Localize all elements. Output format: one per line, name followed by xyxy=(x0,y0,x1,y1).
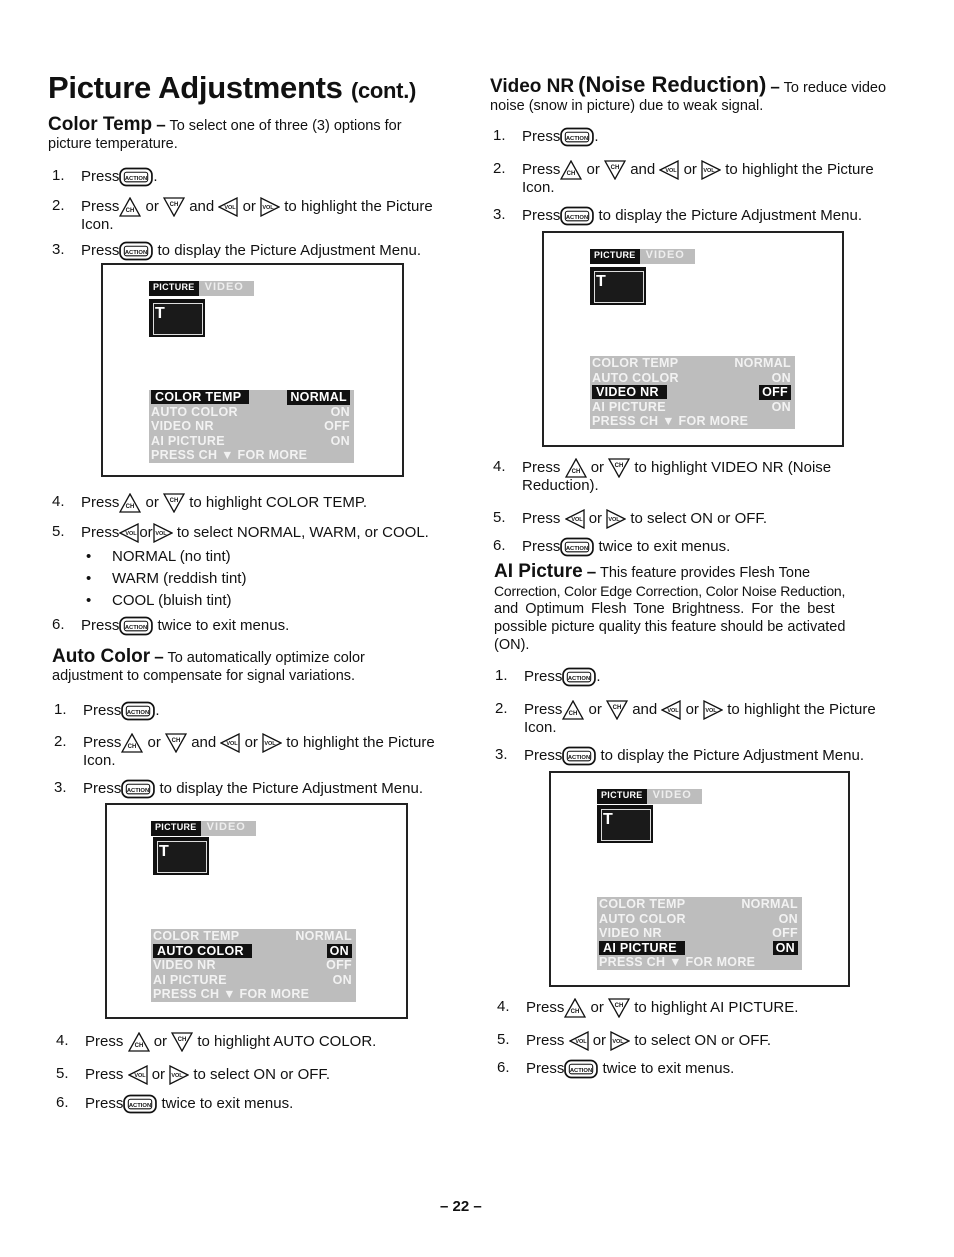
auto-color-intro-1: To automatically optimize color xyxy=(167,650,365,666)
osd-menu-value: OFF xyxy=(326,958,352,972)
press-word: Press xyxy=(81,493,120,511)
or-word: or xyxy=(244,733,258,751)
osd-menu-row xyxy=(151,929,356,944)
press-word: Press xyxy=(526,1059,565,1077)
ch-down-icon xyxy=(165,733,187,753)
step-text: to highlight the Picture xyxy=(727,700,876,718)
step-number: 3. xyxy=(495,746,508,763)
osd-menu-key: AI PICTURE xyxy=(599,941,685,955)
press-word: Press xyxy=(524,667,563,685)
press-word: Press xyxy=(81,197,120,215)
ch-up-icon xyxy=(562,700,584,720)
vol-left-icon xyxy=(565,509,585,529)
vol-right-icon xyxy=(169,1065,189,1085)
osd-menu-value: ON xyxy=(778,911,798,926)
ch-down-icon xyxy=(163,197,185,217)
auto-color-heading: Auto Color xyxy=(52,646,151,667)
osd-menu-key: COLOR TEMP xyxy=(592,356,679,370)
step-text: twice to exit menus. xyxy=(602,1059,735,1077)
press-word: Press xyxy=(526,998,565,1016)
press-word: Press xyxy=(85,1032,124,1050)
step-text: twice to exit menus. xyxy=(161,1094,294,1112)
press-word: Press xyxy=(81,241,120,259)
step-text: to highlight AI PICTURE. xyxy=(634,998,799,1016)
osd-video-tab: VIDEO xyxy=(647,789,702,804)
action-button-icon xyxy=(564,1059,598,1079)
ch-up-icon xyxy=(121,733,143,753)
osd-menu-value: ON xyxy=(332,972,352,987)
press-word: Press xyxy=(83,779,122,797)
action-button-icon xyxy=(560,206,594,226)
or-word: or xyxy=(683,160,697,178)
osd-menu-value: NORMAL xyxy=(287,390,350,405)
ch-down-icon xyxy=(604,160,626,180)
or-word: or xyxy=(139,523,153,541)
osd-menu-row xyxy=(149,405,354,420)
step-number: 1. xyxy=(52,167,65,184)
osd-menu-more-text: PRESS CH ▼ FOR MORE xyxy=(599,955,756,969)
vol-left-icon xyxy=(659,160,679,180)
osd-header xyxy=(151,821,256,836)
step-text: to highlight the Picture xyxy=(286,733,435,751)
osd-menu-key: VIDEO NR xyxy=(151,419,214,433)
or-word: or xyxy=(153,1032,168,1050)
step-text: to display the Picture Adjustment Menu. xyxy=(157,241,421,259)
press-word: Press xyxy=(522,537,561,555)
picture-icon xyxy=(153,837,209,875)
step-number: 3. xyxy=(493,206,506,223)
step-number: 4. xyxy=(56,1032,69,1049)
vol-left-icon xyxy=(119,523,139,543)
step-number: 4. xyxy=(52,493,65,510)
auto-color-step-2-line2: Icon. xyxy=(83,752,116,769)
vol-left-icon xyxy=(661,700,681,720)
osd-menu-key: AUTO COLOR xyxy=(153,944,252,958)
osd-header xyxy=(590,249,695,264)
osd-menu-row xyxy=(149,434,354,449)
vol-right-icon xyxy=(153,523,173,543)
press-word: Press xyxy=(81,167,120,185)
osd-menu-key: AUTO COLOR xyxy=(599,911,686,926)
and-word: and xyxy=(191,733,217,751)
step-text: to select ON or OFF. xyxy=(630,509,768,527)
video-nr-heading-sub: (Noise Reduction) xyxy=(578,72,767,97)
osd-picture-tab: PICTURE xyxy=(590,249,640,264)
step-number: 3. xyxy=(52,241,65,258)
step-number: 6. xyxy=(56,1094,69,1111)
vol-left-icon xyxy=(218,197,238,217)
osd-menu-more-text: PRESS CH ▼ FOR MORE xyxy=(592,414,749,428)
step-text: twice to exit menus. xyxy=(157,616,290,634)
or-word: or xyxy=(590,998,604,1016)
osd-menu-row xyxy=(597,912,802,927)
osd-menu-key: AI PICTURE xyxy=(151,433,225,448)
step-number: 3. xyxy=(54,779,67,796)
picture-icon xyxy=(597,805,653,843)
ai-picture-intro-4: possible picture quality this feature should be activated xyxy=(494,619,846,635)
osd-menu-more-text: PRESS CH ▼ FOR MORE xyxy=(153,987,310,1001)
picture-icon xyxy=(590,267,646,305)
ch-up-icon xyxy=(560,160,582,180)
color-temp-step-2-line2: Icon. xyxy=(81,216,114,233)
osd-menu xyxy=(590,356,795,429)
or-word: or xyxy=(145,197,159,215)
video-nr-intro-1: To reduce video xyxy=(783,80,887,96)
action-button-icon xyxy=(562,667,596,687)
osd-menu xyxy=(597,897,802,970)
color-temp-dash: – xyxy=(156,115,166,134)
osd-menu-row xyxy=(590,356,795,371)
or-word: or xyxy=(590,458,605,476)
step-text: to display the Picture Adjustment Menu. xyxy=(159,779,423,797)
osd-menu-row xyxy=(151,973,356,988)
ch-down-icon xyxy=(606,700,628,720)
step-number: 1. xyxy=(54,701,67,718)
or-word: or xyxy=(685,700,699,718)
osd-video-tab: VIDEO xyxy=(199,281,254,296)
osd-menu-row xyxy=(597,897,802,912)
osd-menu-more xyxy=(149,448,354,463)
page-number: – 22 – xyxy=(440,1198,482,1215)
osd-menu-key: AI PICTURE xyxy=(153,972,227,987)
osd-screen-ai-picture xyxy=(549,771,850,987)
ch-down-icon xyxy=(163,493,185,513)
step-number: 2. xyxy=(54,733,67,750)
step-number: 6. xyxy=(52,616,65,633)
step-number: 1. xyxy=(495,667,508,684)
osd-menu xyxy=(149,390,354,463)
osd-menu-more xyxy=(151,987,356,1002)
press-word: Press xyxy=(524,746,563,764)
osd-menu-value: OFF xyxy=(759,385,791,400)
picture-icon-glyph: T xyxy=(603,811,613,828)
press-word: Press xyxy=(522,509,561,527)
video-nr-step-4-line2: Reduction). xyxy=(522,477,599,494)
step-number: 5. xyxy=(497,1031,510,1048)
vol-left-icon xyxy=(220,733,240,753)
step-text: twice to exit menus. xyxy=(598,537,731,555)
osd-menu-more-text: PRESS CH ▼ FOR MORE xyxy=(151,448,308,462)
action-button-icon xyxy=(121,701,155,721)
ai-picture-intro-5: (ON). xyxy=(494,637,530,653)
picture-icon xyxy=(149,299,205,337)
and-word: and xyxy=(632,700,658,718)
ch-down-icon xyxy=(608,458,630,478)
osd-menu-key: VIDEO NR xyxy=(153,958,216,972)
action-button-icon xyxy=(560,127,594,147)
osd-picture-tab: PICTURE xyxy=(149,281,199,296)
osd-menu-value: NORMAL xyxy=(741,897,798,911)
bullet-text: WARM (reddish tint) xyxy=(112,570,247,587)
osd-menu-row xyxy=(149,419,354,434)
osd-menu-value: ON xyxy=(327,944,352,959)
osd-menu-more xyxy=(590,414,795,429)
press-word: Press xyxy=(85,1094,124,1112)
vol-right-icon xyxy=(703,700,723,720)
action-button-icon xyxy=(123,1094,157,1114)
ch-up-icon xyxy=(564,998,586,1018)
osd-menu-key: AUTO COLOR xyxy=(151,404,238,419)
press-word: Press xyxy=(81,523,120,541)
video-nr-section xyxy=(490,72,900,115)
step-text: to display the Picture Adjustment Menu. xyxy=(598,206,862,224)
picture-icon-glyph: T xyxy=(596,273,606,290)
and-word: and xyxy=(630,160,656,178)
osd-menu-row xyxy=(597,926,802,941)
vol-right-icon xyxy=(701,160,721,180)
video-nr-heading: Video NR xyxy=(490,76,575,97)
color-temp-intro-2: picture temperature. xyxy=(48,136,178,152)
video-nr-intro-2: noise (snow in picture) due to weak signal. xyxy=(490,98,764,114)
or-word: or xyxy=(151,1065,166,1083)
video-nr-dash: – xyxy=(770,77,780,96)
osd-screen-color-temp xyxy=(101,263,404,477)
picture-icon-glyph: T xyxy=(159,843,169,860)
step-number: 5. xyxy=(493,509,506,526)
osd-menu-row xyxy=(151,958,356,973)
vol-right-icon xyxy=(262,733,282,753)
osd-menu-value: ON xyxy=(771,399,791,414)
vol-left-icon xyxy=(128,1065,148,1085)
osd-menu-value: OFF xyxy=(772,926,798,940)
step-number: 4. xyxy=(493,458,506,475)
action-button-icon xyxy=(119,241,153,261)
or-word: or xyxy=(147,733,161,751)
osd-menu-row xyxy=(149,390,354,405)
osd-menu-value: ON xyxy=(771,370,791,385)
osd-header xyxy=(597,789,702,804)
osd-menu-key: COLOR TEMP xyxy=(153,929,240,943)
step-text: to highlight the Picture xyxy=(284,197,433,215)
vol-right-icon xyxy=(260,197,280,217)
ch-up-icon xyxy=(119,493,141,513)
osd-menu-more xyxy=(597,955,802,970)
osd-menu-key: AUTO COLOR xyxy=(592,370,679,385)
action-button-icon xyxy=(560,537,594,557)
press-word: Press xyxy=(522,127,561,145)
osd-video-tab: VIDEO xyxy=(201,821,256,836)
ai-picture-step-2-line2: Icon. xyxy=(524,719,557,736)
step-text: to highlight VIDEO NR (Noise xyxy=(634,458,832,476)
ai-picture-intro-1: This feature provides Flesh Tone xyxy=(599,565,811,581)
osd-menu xyxy=(151,929,356,1002)
step-text: to select ON or OFF. xyxy=(634,1031,772,1049)
step-number: 2. xyxy=(495,700,508,717)
osd-menu-row xyxy=(597,941,802,956)
ch-down-icon xyxy=(171,1032,193,1052)
auto-color-intro-2: adjustment to compensate for signal variations. xyxy=(52,668,356,684)
page-title-suffix: (cont.) xyxy=(350,78,417,103)
osd-video-tab: VIDEO xyxy=(640,249,695,264)
osd-menu-value: OFF xyxy=(324,419,350,433)
auto-color-section xyxy=(52,648,462,685)
osd-menu-key: VIDEO NR xyxy=(599,926,662,940)
action-button-icon xyxy=(119,167,153,187)
osd-menu-key: VIDEO NR xyxy=(592,385,667,399)
color-temp-section xyxy=(48,116,458,153)
or-word: or xyxy=(588,700,602,718)
action-button-icon xyxy=(121,779,155,799)
step-text: to highlight COLOR TEMP. xyxy=(189,493,368,511)
osd-screen-video-nr xyxy=(542,231,844,447)
action-button-icon xyxy=(562,746,596,766)
osd-menu-value: ON xyxy=(330,433,350,448)
step-number: 5. xyxy=(56,1065,69,1082)
press-word: Press xyxy=(522,206,561,224)
ai-picture-intro-2: Correction, Color Edge Correction, Color Noise Reduction, xyxy=(494,583,846,599)
step-number: 6. xyxy=(497,1059,510,1076)
osd-menu-key: COLOR TEMP xyxy=(151,390,249,404)
press-word: Press xyxy=(524,700,563,718)
action-button-icon xyxy=(119,616,153,636)
auto-color-dash: – xyxy=(154,647,164,666)
step-number: 6. xyxy=(493,537,506,554)
osd-picture-tab: PICTURE xyxy=(597,789,647,804)
picture-icon-glyph: T xyxy=(155,305,165,322)
video-nr-step-2-line2: Icon. xyxy=(522,179,555,196)
step-text: to select NORMAL, WARM, or COOL. xyxy=(176,523,429,541)
vol-left-icon xyxy=(569,1031,589,1051)
ch-down-icon xyxy=(608,998,630,1018)
step-text: to select ON or OFF. xyxy=(193,1065,331,1083)
osd-menu-key: COLOR TEMP xyxy=(599,897,686,911)
or-word: or xyxy=(588,509,603,527)
color-temp-heading: Color Temp xyxy=(48,114,153,135)
osd-menu-row xyxy=(590,400,795,415)
step-text: to highlight the Picture xyxy=(725,160,874,178)
osd-menu-row xyxy=(590,385,795,400)
press-word: Press xyxy=(85,1065,124,1083)
ch-up-icon xyxy=(119,197,141,217)
osd-menu-value: NORMAL xyxy=(734,356,791,370)
ai-picture-intro-3: and Optimum Flesh Tone Brightness. For the best xyxy=(494,601,835,617)
step-number: 4. xyxy=(497,998,510,1015)
osd-picture-tab: PICTURE xyxy=(151,821,201,836)
osd-menu-row xyxy=(151,944,356,959)
color-temp-intro-1: To select one of three (3) options for xyxy=(169,118,402,134)
or-word: or xyxy=(242,197,256,215)
osd-screen-auto-color xyxy=(105,803,408,1019)
and-word: and xyxy=(189,197,215,215)
osd-menu-row xyxy=(590,371,795,386)
press-word: Press xyxy=(83,701,122,719)
press-word: Press xyxy=(83,733,122,751)
step-number: 2. xyxy=(493,160,506,177)
osd-menu-value: ON xyxy=(773,941,798,956)
or-word: or xyxy=(592,1031,607,1049)
ch-up-icon xyxy=(565,458,587,478)
osd-menu-value: ON xyxy=(330,404,350,419)
vol-right-icon xyxy=(606,509,626,529)
ch-up-icon xyxy=(128,1032,150,1052)
bullet-text: NORMAL (no tint) xyxy=(112,548,231,565)
or-word: or xyxy=(586,160,600,178)
page-title xyxy=(48,70,416,106)
step-text: to highlight AUTO COLOR. xyxy=(197,1032,377,1050)
press-word: Press xyxy=(81,616,120,634)
ai-picture-dash: – xyxy=(586,562,597,581)
vol-right-icon xyxy=(610,1031,630,1051)
ai-picture-heading: AI Picture xyxy=(494,561,583,582)
step-number: 5. xyxy=(52,523,65,540)
step-text: to display the Picture Adjustment Menu. xyxy=(600,746,864,764)
bullet-text: COOL (bluish tint) xyxy=(112,592,232,609)
or-word: or xyxy=(145,493,159,511)
press-word: Press xyxy=(522,160,561,178)
osd-menu-key: AI PICTURE xyxy=(592,399,666,414)
step-number: 2. xyxy=(52,197,65,214)
ai-picture-section xyxy=(494,563,896,654)
step-number: 1. xyxy=(493,127,506,144)
osd-header xyxy=(149,281,254,296)
osd-menu-value: NORMAL xyxy=(295,929,352,943)
press-word: Press xyxy=(522,458,561,476)
press-word: Press xyxy=(526,1031,565,1049)
page-title-text: Picture Adjustments xyxy=(48,70,343,105)
